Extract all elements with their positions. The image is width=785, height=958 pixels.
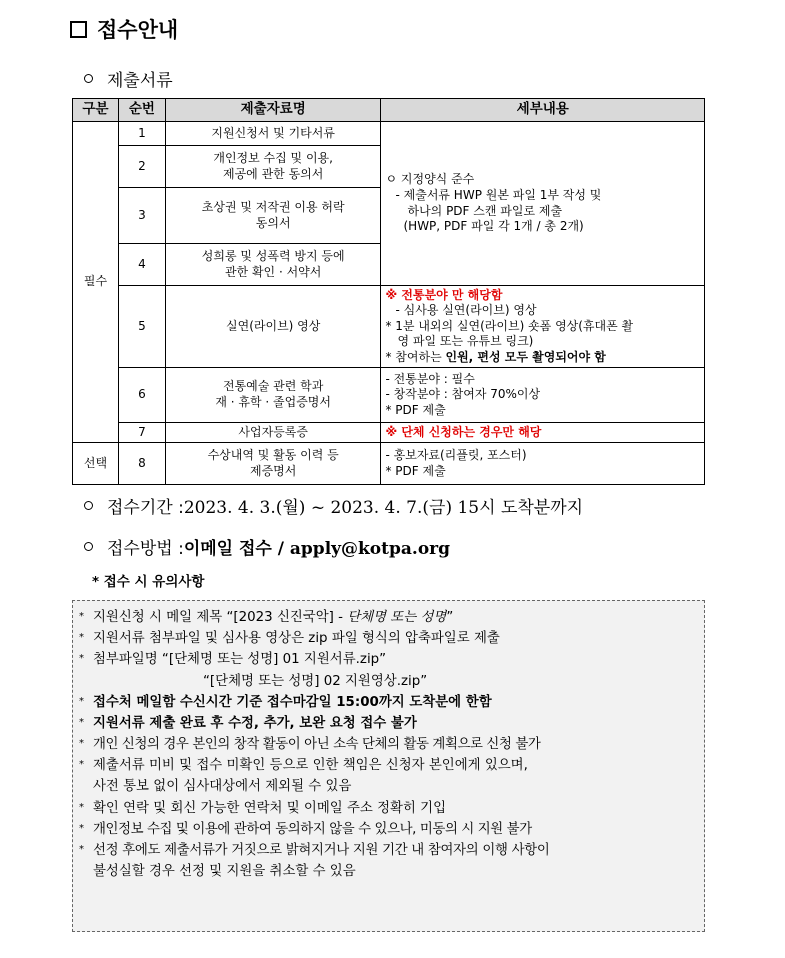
circle-bullet-icon xyxy=(84,74,93,83)
category-required: 필수 xyxy=(73,122,119,443)
note-item xyxy=(79,734,694,755)
table-row xyxy=(73,122,705,146)
note-text xyxy=(93,607,694,628)
note-line: 사전 통보 없이 심사대상에서 제외될 수 있음 xyxy=(93,779,352,795)
name-line: 관한 확인 · 서약서 xyxy=(224,264,322,279)
document-name xyxy=(165,146,381,188)
detail-line: 하나의 PDF 스캔 파일로 제출 xyxy=(407,203,563,218)
detail-line: * PDF 제출 xyxy=(385,463,446,478)
name-line: 제공에 관한 동의서 xyxy=(222,166,324,181)
period-value: 2023. 4. 3.(월) ~ 2023. 4. 7.(금) 15시 도착분까지 xyxy=(183,498,584,518)
circle-bullet-icon xyxy=(84,501,93,510)
asterisk-bullet-icon: * xyxy=(79,822,84,834)
name-line: 개인정보 수집 및 이용, xyxy=(213,150,333,165)
table-header-row xyxy=(73,99,705,122)
note-item xyxy=(79,692,694,713)
note-item xyxy=(79,607,694,628)
period-line xyxy=(84,493,583,518)
row-number: 4 xyxy=(118,244,165,286)
asterisk-bullet-icon: * xyxy=(79,759,84,771)
detail-line xyxy=(385,350,700,366)
detail-awards xyxy=(381,443,705,485)
header-number: 순번 xyxy=(118,99,165,122)
header-details: 세부내용 xyxy=(381,99,705,122)
detail-business-registration: ※ 단체 신청하는 경우만 해당 xyxy=(381,423,705,443)
asterisk-bullet-icon: * xyxy=(79,738,84,750)
note-text: 접수처 메일함 수신시간 기준 접수마감일 15:00까지 도착분에 한함 xyxy=(93,694,492,710)
document-name: 사업자등록증 xyxy=(165,423,381,443)
detail-certificates xyxy=(381,368,705,423)
row-number: 8 xyxy=(118,443,165,485)
section-documents-text: 제출서류 xyxy=(107,71,173,91)
asterisk-bullet-icon: * xyxy=(79,843,84,855)
name-line: 제증명서 xyxy=(249,463,297,478)
document-name: 실연(라이브) 영상 xyxy=(165,286,381,368)
note-item xyxy=(79,798,694,819)
note-text: 지원서류 제출 완료 후 수정, 추가, 보완 요청 접수 불가 xyxy=(93,715,417,731)
row-number: 2 xyxy=(118,146,165,188)
note-line: 불성실할 경우 선정 및 지원을 취소할 수 있음 xyxy=(93,864,356,880)
circle-bullet-icon xyxy=(84,542,93,551)
page-title-text: 접수안내 xyxy=(97,18,179,42)
method-line xyxy=(84,534,450,559)
note-line: 선정 후에도 제출서류가 거짓으로 밝혀지거나 지원 기간 내 참여자의 이행 사항이 xyxy=(93,842,550,858)
note-line: 제출서류 미비 및 접수 미확인 등으로 인한 책임은 신청자 본인에게 있으며, xyxy=(93,758,528,774)
method-value: 이메일 접수 / apply@kotpa.org xyxy=(183,539,450,559)
note-text: 지원서류 첨부파일 및 심사용 영상은 zip 파일 형식의 압축파일로 제출 xyxy=(93,631,500,647)
document-name xyxy=(165,368,381,423)
row-number: 5 xyxy=(118,286,165,368)
table-row xyxy=(73,368,705,423)
asterisk-bullet-icon: * xyxy=(79,632,84,644)
row-number: 7 xyxy=(118,423,165,443)
note-item xyxy=(79,628,694,649)
notes-box xyxy=(72,600,705,932)
detail-forms xyxy=(381,122,705,286)
name-line: 동의서 xyxy=(255,215,291,230)
detail-line: - 심사용 실연(라이브) 영상 xyxy=(395,303,537,318)
note-item xyxy=(79,713,694,734)
detail-line: 영 파일 또는 유튜브 링크) xyxy=(397,334,534,349)
category-optional: 선택 xyxy=(73,443,119,485)
note-line: “[단체명 또는 성명] 02 지원영상.zip” xyxy=(203,673,428,689)
note-text xyxy=(93,755,694,797)
note-text xyxy=(93,840,694,882)
name-line: 재 · 휴학 · 졸업증명서 xyxy=(215,395,331,409)
table-row xyxy=(73,423,705,443)
name-line: 전통예술 관련 학과 xyxy=(222,379,324,394)
asterisk-bullet-icon: * xyxy=(79,695,84,707)
header-document-name: 제출자료명 xyxy=(165,99,381,122)
detail-line: - 홍보자료(리플릿, 포스터) xyxy=(385,447,527,462)
detail-text: * 참여하는 xyxy=(385,349,446,364)
notes-title: * 접수 시 유의사항 xyxy=(92,574,205,590)
document-name: 지원신청서 및 기타서류 xyxy=(165,122,381,146)
document-name xyxy=(165,244,381,286)
note-item xyxy=(79,755,694,797)
note-text xyxy=(93,649,694,691)
period-label: 접수기간 : xyxy=(107,498,184,518)
detail-text-bold: 인원, 편성 모두 촬영되어야 함 xyxy=(445,349,606,364)
detail-line: - 전통분야 : 필수 xyxy=(385,371,475,386)
page-title xyxy=(70,14,178,44)
detail-line: * PDF 제출 xyxy=(385,402,446,417)
row-number: 3 xyxy=(118,188,165,244)
note-line: 첨부파일명 “[단체명 또는 성명] 01 지원서류.zip” xyxy=(93,652,387,668)
document-name xyxy=(165,443,381,485)
name-line: 초상권 및 저작권 이용 허락 xyxy=(201,199,345,214)
asterisk-bullet-icon: * xyxy=(79,716,84,728)
note-part: ” xyxy=(446,610,454,625)
section-documents-heading xyxy=(84,66,173,91)
detail-line: - 창작분야 : 참여자 70%이상 xyxy=(385,387,541,402)
row-number: 1 xyxy=(118,122,165,146)
header-category: 구분 xyxy=(73,99,119,122)
note-item xyxy=(79,649,694,691)
table-row xyxy=(73,286,705,368)
asterisk-bullet-icon: * xyxy=(79,653,84,665)
detail-live-video xyxy=(381,286,705,368)
note-text: 확인 연락 및 회신 가능한 연락처 및 이메일 주소 정확히 기입 xyxy=(93,800,447,816)
detail-line: - 제출서류 HWP 원본 파일 1부 작성 및 xyxy=(395,187,602,202)
note-part-italic: 단체명 또는 성명 xyxy=(347,610,447,625)
detail-line: ㅇ 지정양식 준수 xyxy=(385,172,475,187)
name-line: 성희롱 및 성폭력 방지 등에 xyxy=(201,248,345,263)
note-text: 개인정보 수집 및 이용에 관하여 동의하지 않을 수 있으나, 미동의 시 지원 불가 xyxy=(93,821,532,837)
detail-line: * 1분 내외의 실연(라이브) 숏폼 영상(휴대폰 촬 xyxy=(385,318,634,333)
note-item xyxy=(79,840,694,882)
checkbox-square-icon xyxy=(70,21,87,38)
table-row xyxy=(73,443,705,485)
detail-line: ※ 전통분야 만 해당함 xyxy=(385,287,503,302)
note-part: 지원신청 시 메일 제목 “[2023 신진국악] - xyxy=(93,610,348,625)
documents-table xyxy=(72,98,705,485)
note-item xyxy=(79,819,694,840)
note-text: 개인 신청의 경우 본인의 창작 활동이 아닌 소속 단체의 활동 계획으로 신청 불가 xyxy=(93,737,541,753)
document-name xyxy=(165,188,381,244)
method-label: 접수방법 : xyxy=(107,539,184,559)
detail-line: (HWP, PDF 파일 각 1개 / 총 2개) xyxy=(403,219,584,234)
asterisk-bullet-icon: * xyxy=(79,611,84,622)
name-line: 수상내역 및 활동 이력 등 xyxy=(207,447,339,462)
asterisk-bullet-icon: * xyxy=(79,801,84,813)
row-number: 6 xyxy=(118,368,165,423)
